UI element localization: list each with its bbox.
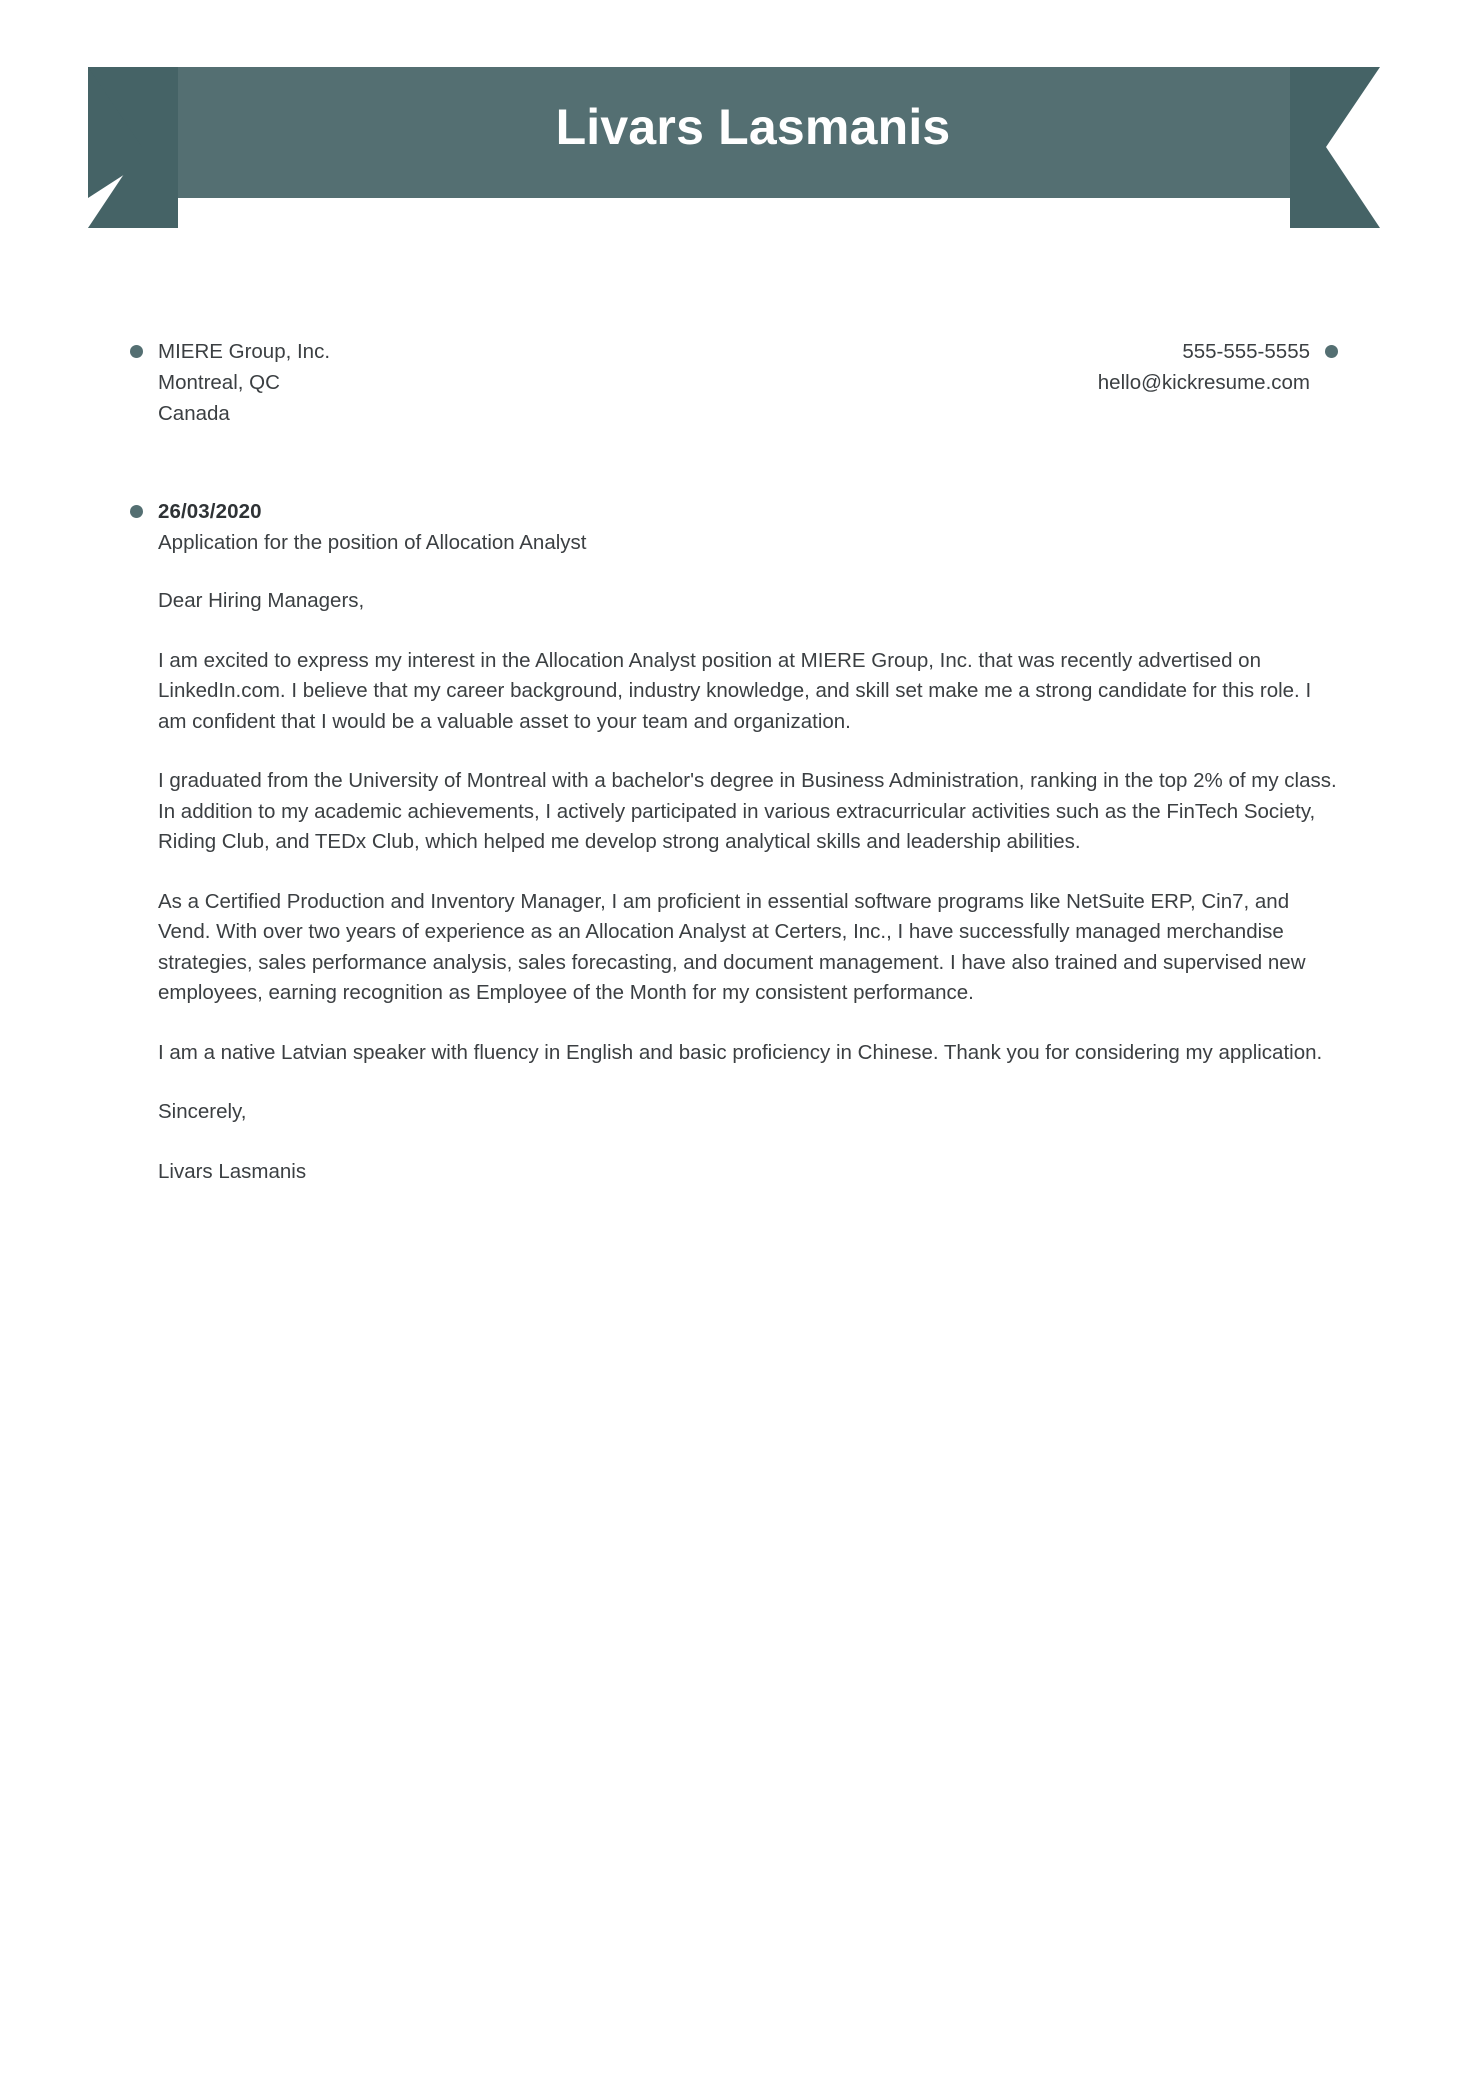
letter-body bbox=[0, 496, 1468, 1187]
sender-contact-block bbox=[1098, 336, 1338, 398]
bullet-dot-icon bbox=[130, 345, 143, 358]
sender-email: hello@kickresume.com bbox=[1097, 371, 1310, 394]
recipient-city: Montreal, QC bbox=[158, 371, 280, 394]
ribbon-header bbox=[0, 0, 1468, 250]
bullet-dot-icon bbox=[130, 505, 143, 518]
recipient-address-block bbox=[130, 336, 330, 429]
sender-contact-lines bbox=[1098, 336, 1310, 398]
letter-paragraph-4: I am a native Latvian speaker with fluency in English and basic proficiency in Chinese. Thank you for considering my application. bbox=[158, 1040, 1323, 1064]
sender-phone: 555-555-5555 bbox=[1182, 340, 1310, 363]
recipient-country: Canada bbox=[158, 402, 230, 425]
letter-content bbox=[158, 586, 1338, 1187]
letter-salutation: Dear Hiring Managers, bbox=[158, 589, 365, 612]
letter-meta-text bbox=[158, 496, 587, 558]
recipient-address-lines bbox=[158, 336, 330, 429]
letter-paragraph-1: I am excited to express my interest in the Allocation Analyst position at MIERE Group, Inc. that was recently advertised on LinkedIn.com. I believe that my career background, industry knowledge, and skill set make me a strong candidate for this role. I am confident that I would be a valuable asset to your team and organization. bbox=[158, 648, 1312, 733]
letter-paragraph-3: As a Certified Production and Inventory Manager, I am proficient in essential software programs like NetSuite ERP, Cin7, and Vend. With over two years of experience as an Allocation Analyst at Certers, Inc., I have successfully managed merchandise strategies, sales performance analysis, sales forecasting, and document management. I have also trained and supervised new employees, earning recognition as Employee of the Month for my consistent performance. bbox=[158, 889, 1306, 1004]
applicant-name: Livars Lasmanis bbox=[555, 99, 951, 155]
letter-signature: Livars Lasmanis bbox=[158, 1159, 307, 1183]
contact-row bbox=[0, 336, 1468, 429]
letter-subject: Application for the position of Allocation Analyst bbox=[158, 531, 587, 554]
letter-date: 26/03/2020 bbox=[158, 500, 262, 523]
letter-meta bbox=[130, 496, 1338, 558]
letter-closing: Sincerely, bbox=[158, 1100, 247, 1123]
letter-paragraph-2: I graduated from the University of Montreal with a bachelor's degree in Business Administration, ranking in the top 2% of my class. In addition to my academic achievements, I actively participated in various extracurricular activities such as the FinTech Society, Riding Club, and TEDx Club, which helped me develop strong analytical skills and leadership abilities. bbox=[158, 769, 1337, 853]
bullet-dot-icon bbox=[1325, 345, 1338, 358]
recipient-company: MIERE Group, Inc. bbox=[158, 340, 331, 363]
